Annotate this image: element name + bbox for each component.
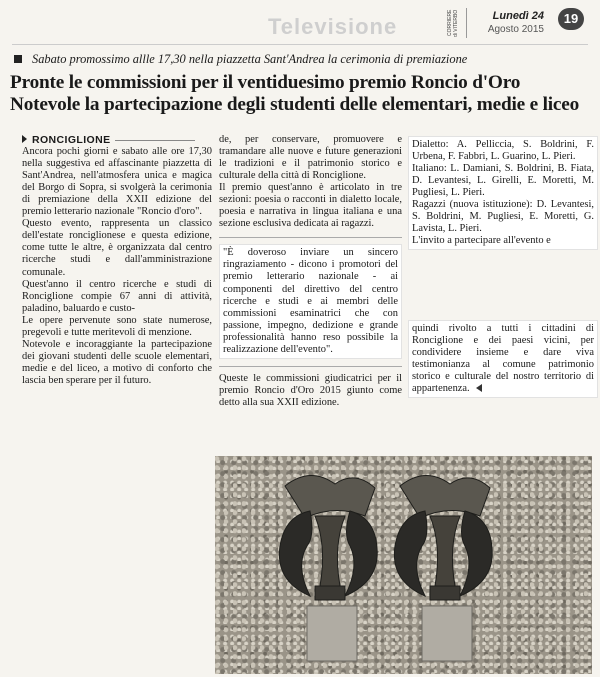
dateline-text: RONCIGLIONE — [32, 134, 111, 146]
end-mark-icon — [476, 384, 482, 392]
paragraph: Questo evento, rappresenta un classico dell'estate ronciglionese e questa edizione, come tutte le altre, è organizzata dal centro ricerche studi e dall'amministrazione comunale. — [22, 218, 212, 278]
quote-paragraph: "È doveroso inviare un sincero ringraziamento - dicono i promotori del premio letterario nazionale - ai componenti del direttivo del centro ricerche e studi e ai membri delle commissioni esaminatrici che con passione, impegno, dedizione e grande professionalità hanno reso possibile la realizzazione dell'evento". — [223, 247, 398, 355]
article-column-2 — [219, 134, 402, 409]
triangle-bullet-icon — [22, 135, 27, 143]
commission-italiano: Italiano: L. Damiani, S. Boldrini, B. Fiata, D. Levantesi, L. Girelli, E. Moretti, M. Pugliesi, L. Pieri. — [412, 163, 594, 199]
trophy-left — [279, 475, 377, 661]
divider — [219, 366, 402, 367]
closing-text: quindi rivolto a tutti i cittadini di Ronciglione e dei paesi vicini, per condividere insieme e dare viva testimonianza al comune patrimonio storico e culturale del nostro territorio di appartenenza. — [412, 323, 594, 395]
paragraph: L'invito a partecipare all'evento e — [412, 235, 551, 247]
square-bullet-icon — [14, 55, 22, 63]
issue-date: Agosto 2015 — [487, 24, 544, 35]
paragraph: Quest'anno il centro ricerche e studi di Ronciglione compie 67 anni di attività, paladino, baluardo e custo- — [22, 278, 212, 314]
section-title: Televisione — [268, 14, 398, 39]
masthead-divider — [12, 44, 588, 45]
commission-dialetto: Dialetto: A. Pelliccia, S. Boldrini, F. Urbena, F. Fabbri, L. Guarino, L. Pieri. — [412, 139, 594, 163]
quote-box — [219, 244, 402, 358]
dateline-rule — [115, 140, 195, 141]
kicker — [14, 52, 589, 67]
headline-line-1: Pronte le commissioni per il ventiduesimo premio Roncio d'Oro — [10, 72, 521, 93]
headline — [10, 72, 595, 116]
commissions-box — [408, 136, 598, 250]
trophy-photo — [215, 456, 592, 674]
paragraph: de, per conservare, promuovere e tramandare alle nuove e future generazioni le tradizioni e il patrimonio storico e culturale della città di Ronciglione. — [219, 134, 402, 182]
issue-day: Lunedì 24 — [492, 10, 544, 22]
page-number-badge: 19 — [558, 8, 584, 30]
closing-paragraph — [412, 323, 594, 395]
paragraph: Il premio quest'anno è articolato in tre sezioni: poesia o racconti in dialetto locale, poesia e narrativa in lingua italiana e una sezione esclusiva dedicata ai ragazzi. — [219, 182, 402, 230]
kicker-text: Sabato promossimo allle 17,30 nella piazzetta Sant'Andrea la cerimonia di premiazione — [32, 52, 468, 66]
dateline — [22, 134, 212, 146]
commission-ragazzi: Ragazzi (nuova istituzione): D. Levantesi, S. Boldrini, M. Pugliesi, E. Moretti, G. Lavista, L. Pieri. — [412, 199, 594, 235]
paragraph: Ancora pochi giorni e sabato alle ore 17,30 nella suggestiva ed affascinante piazzetta di Sant'Andrea, nell'atmosfera unica e magica del Borgo di Sopra, si svolgerà la cerimonia di premiazione della XXII edizione del premio letterario nazionale "Roncio d'oro". — [22, 146, 212, 218]
headline-line-2: Notevole la partecipazione degli studenti delle elementari, medie e liceo — [10, 94, 580, 115]
paragraph: Le opere pervenute sono state numerose, pregevoli e tutte meritevoli di menzione. — [22, 314, 212, 338]
newspaper-logo: CORRIERE di VITERBO — [447, 8, 467, 38]
article-column-1 — [22, 134, 212, 387]
paragraph: Queste le commissioni giudicatrici per il premio Roncio d'Oro 2015 giunto come detto alla sua XXII edizione. — [219, 372, 402, 408]
divider — [219, 237, 402, 238]
trophy-right — [394, 475, 492, 661]
paragraph: Notevole e incoraggiante la partecipazione dei giovani studenti delle scuole elementari, medie e del liceo, a motivo di conforto che lascia ben sperare per il futuro. — [22, 338, 212, 386]
trophies-illustration — [215, 456, 592, 674]
closing-box — [408, 320, 598, 398]
